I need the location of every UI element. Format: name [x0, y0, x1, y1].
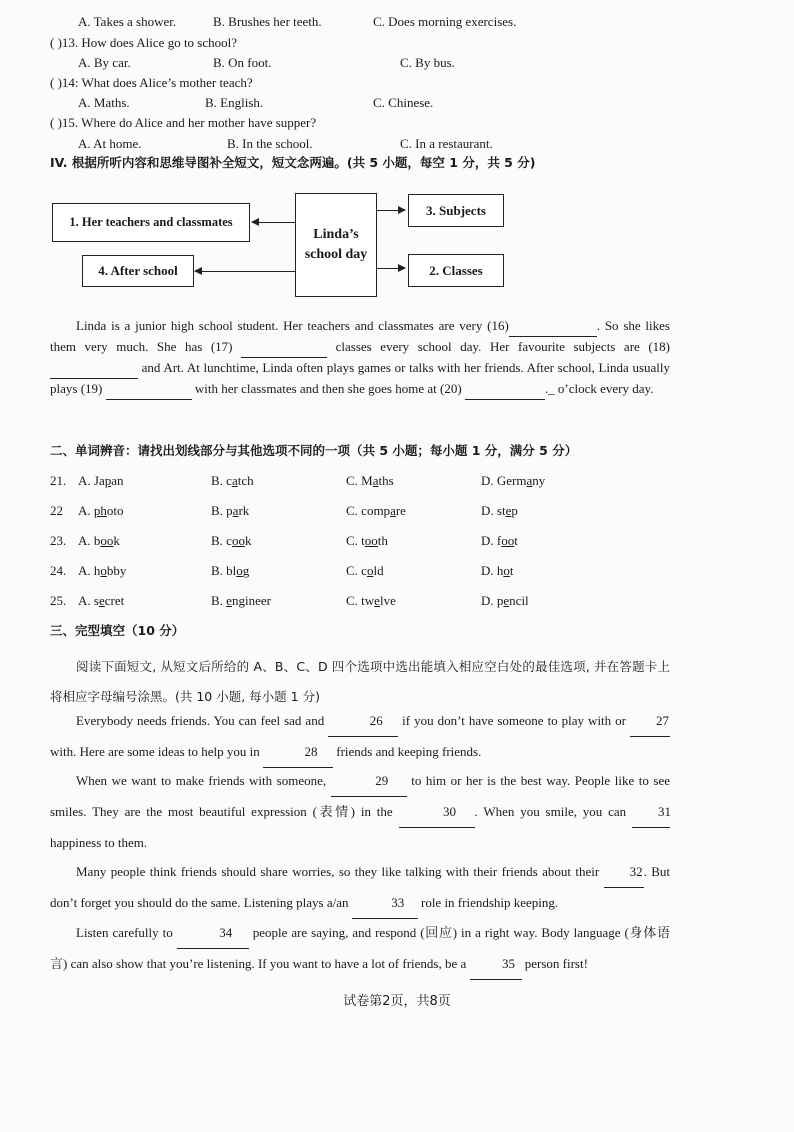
- phonics-row: [50, 563, 670, 579]
- blank-28[interactable]: 28: [263, 737, 333, 768]
- cloze-text: friends and keeping friends.: [333, 744, 482, 759]
- phonics-option-c: C. cold: [346, 563, 384, 578]
- phonics-option-c: C. twelve: [346, 593, 396, 608]
- cloze-text: with. Here are some ideas to help you in: [50, 744, 263, 759]
- cloze-text: to him or her is the best way. People like to see smiles. They are the most beautiful expression (表情) in the: [50, 773, 670, 819]
- passage-text: classes every school day. Her favourite subjects are (18): [327, 339, 671, 354]
- mindmap-box-teachers: 1. Her teachers and classmates: [52, 203, 250, 242]
- mindmap-box-classes: 2. Classes: [408, 254, 504, 287]
- blank-33[interactable]: 33: [352, 888, 418, 919]
- q12-option-a: A. Takes a shower.: [78, 14, 177, 29]
- blank-27[interactable]: 27: [630, 706, 670, 737]
- blank-20[interactable]: [465, 379, 545, 400]
- cloze-text: Listen carefully to: [76, 925, 177, 940]
- arrow-left-icon: [252, 222, 295, 223]
- blank-29[interactable]: 29: [331, 766, 407, 797]
- mindmap-box-subjects: 3. Subjects: [408, 194, 504, 227]
- blank-17[interactable]: [241, 337, 327, 358]
- phonics-option-c: C. Maths: [346, 473, 394, 488]
- blank-16[interactable]: [509, 316, 597, 337]
- phonics-option-b: B. blog: [211, 563, 250, 578]
- blank-31[interactable]: 31: [632, 797, 670, 828]
- phonics-row: [50, 473, 670, 489]
- phonics-option-b: B. cook: [211, 533, 252, 548]
- phonics-option-d: D. step: [481, 503, 518, 518]
- blank-18[interactable]: [50, 358, 138, 379]
- q14-stem: ( )14: What does Alice’s mother teach?: [50, 75, 253, 90]
- question-number: 25.: [50, 593, 67, 608]
- cloze-text: happiness to them.: [50, 835, 148, 850]
- section-2-title: 二、单词辨音：请找出划线部分与其他选项不同的一项（共 5 小题；每小题 1 分，满分 5 分）: [50, 443, 578, 458]
- cloze-text: . When you smile, you can: [474, 804, 632, 819]
- phonics-option-b: B. catch: [211, 473, 254, 488]
- q12-option-b: B. Brushes her teeth.: [213, 14, 322, 29]
- cloze-text: Everybody needs friends. You can feel sad and: [76, 713, 329, 728]
- q13-stem: ( )13. How does Alice go to school?: [50, 35, 238, 50]
- cloze-paragraph-4: [50, 918, 670, 980]
- page-footer: 试卷第2页，共8页: [343, 994, 451, 1009]
- cloze-text: people are saying, and respond (回应) in a right way. Body language (身体语言) can also show that you’re listening. If you want to have a lot of friends, be a: [50, 925, 670, 971]
- q15-option-b: B. In the school.: [227, 136, 313, 151]
- cloze-text: Many people think friends should share worries, so they like talking with their friends about their: [76, 864, 604, 879]
- phonics-option-b: B. park: [211, 503, 250, 518]
- arrow-right-icon: [377, 268, 405, 269]
- q14-option-a: A. Maths.: [78, 95, 130, 110]
- arrow-left-icon: [195, 271, 295, 272]
- q13-option-c: C. By bus.: [400, 55, 455, 70]
- arrow-right-icon: [377, 210, 405, 211]
- passage-text: Linda is a junior high school student. Her teachers and classmates are very (16): [76, 318, 509, 333]
- phonics-row: [50, 593, 670, 609]
- q12-option-c: C. Does morning exercises.: [373, 14, 517, 29]
- blank-19[interactable]: [106, 379, 192, 400]
- blank-30[interactable]: 30: [399, 797, 475, 828]
- q14-option-c: C. Chinese.: [373, 95, 434, 110]
- phonics-option-a: A. hobby: [78, 563, 127, 578]
- phonics-option-a: A. Japan: [78, 473, 124, 488]
- mindmap-box-after-school: 4. After school: [82, 255, 194, 287]
- listening-passage: [50, 316, 670, 400]
- section-4-title: IV. 根据所听内容和思维导图补全短文，短文念两遍。(共 5 小题，每空 1 分，共 5 分): [50, 155, 536, 170]
- phonics-row: [50, 503, 670, 519]
- phonics-option-c: C. compare: [346, 503, 406, 518]
- phonics-option-b: B. engineer: [211, 593, 271, 608]
- cloze-paragraph-3: [50, 857, 670, 919]
- phonics-option-d: D. Germany: [481, 473, 546, 488]
- question-number: 23.: [50, 533, 67, 548]
- q14-option-b: B. English.: [205, 95, 264, 110]
- question-number: 21.: [50, 473, 67, 488]
- blank-35[interactable]: 35: [470, 949, 522, 980]
- phonics-option-d: D. pencil: [481, 593, 529, 608]
- cloze-paragraph-2: [50, 766, 670, 858]
- blank-26[interactable]: 26: [328, 706, 398, 737]
- cloze-paragraph-1: [50, 706, 670, 768]
- phonics-option-a: A. photo: [78, 503, 124, 518]
- section-3-title: 三、完型填空（10 分）: [50, 623, 185, 638]
- phonics-option-a: A. secret: [78, 593, 125, 608]
- q15-option-a: A. At home.: [78, 136, 142, 151]
- q15-stem: ( )15. Where do Alice and her mother have supper?: [50, 115, 317, 130]
- cloze-instructions: 阅读下面短文, 从短文后所给的 A、B、C、D 四个选项中选出能填入相应空白处的最佳选项, 并在答题卡上将相应字母编号涂黑。(共 10 小题, 每小题 1 分): [50, 659, 670, 704]
- passage-text: ._ o’clock every day.: [544, 381, 654, 396]
- phonics-row: [50, 533, 670, 549]
- cloze-text: role in friendship keeping.: [417, 895, 559, 910]
- q13-option-a: A. By car.: [78, 55, 131, 70]
- passage-text: . So she likes them very much. She has (17): [50, 318, 670, 354]
- cloze-text: if you don’t have someone to play with or: [398, 713, 630, 728]
- passage-text: and Art. At lunchtime, Linda often plays games or talks with her friends. After school, Linda usually plays (19): [50, 360, 670, 396]
- question-number: 22: [50, 503, 63, 518]
- q13-option-b: B. On foot.: [213, 55, 272, 70]
- q15-option-c: C. In a restaurant.: [400, 136, 493, 151]
- phonics-option-a: A. book: [78, 533, 120, 548]
- phonics-option-d: D. hot: [481, 563, 514, 578]
- passage-text: with her classmates and then she goes home at (20): [191, 381, 462, 396]
- cloze-text: . But don’t forget you should do the same. Listening plays a/an: [50, 864, 670, 910]
- cloze-text: person first!: [521, 956, 588, 971]
- phonics-option-c: C. tooth: [346, 533, 388, 548]
- cloze-text: When we want to make friends with someone,: [76, 773, 331, 788]
- blank-32[interactable]: 32: [604, 857, 644, 888]
- mindmap-center: Linda’s school day: [295, 193, 377, 297]
- phonics-option-d: D. foot: [481, 533, 518, 548]
- blank-34[interactable]: 34: [177, 918, 249, 949]
- question-number: 24.: [50, 563, 67, 578]
